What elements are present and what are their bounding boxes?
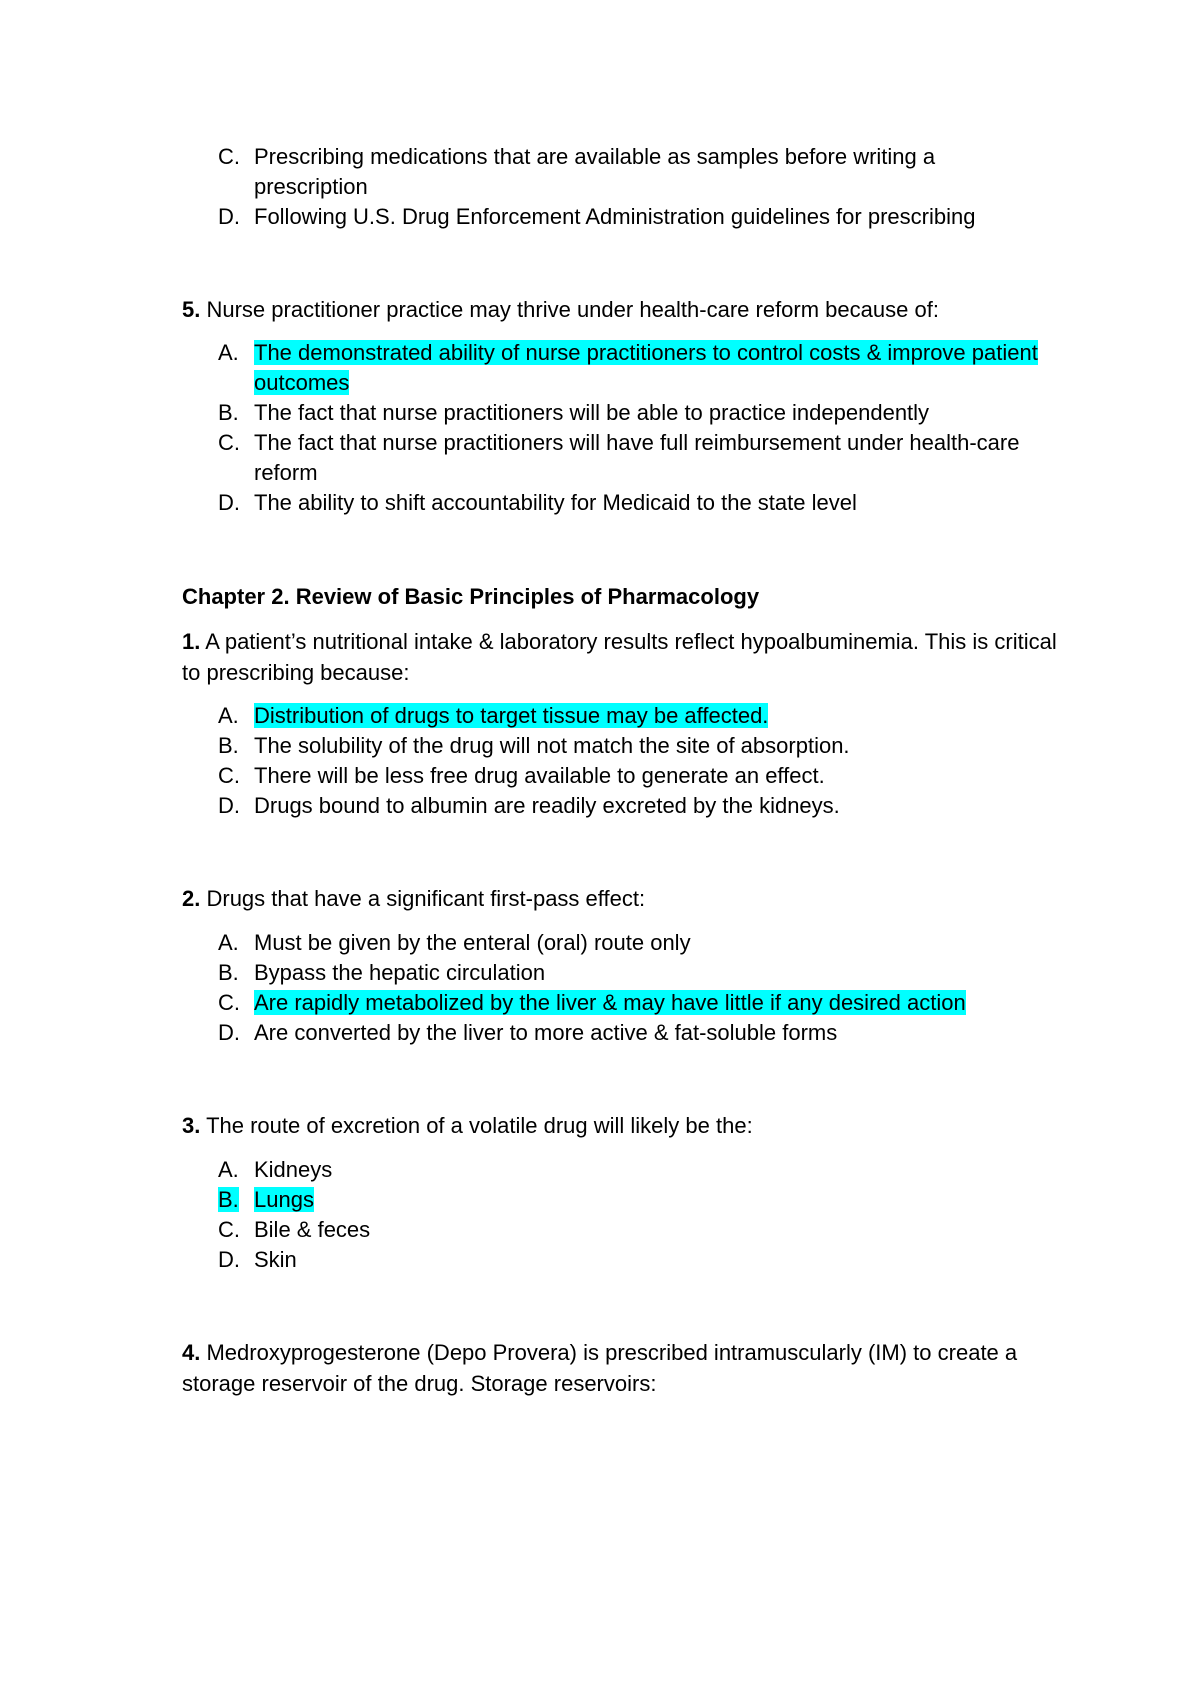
question-number: 2. <box>182 886 201 911</box>
option-text: The solubility of the drug will not match the site of absorption. <box>254 733 850 758</box>
highlighted-answer: Lungs <box>254 1187 314 1212</box>
option-letter: C. <box>218 144 240 169</box>
option-letter: C. <box>218 990 240 1015</box>
q5-option-c <box>218 428 1048 488</box>
question-text: Nurse practitioner practice may thrive under health-care reform because of: <box>206 297 939 322</box>
q1-option-d <box>218 791 1048 821</box>
question-1 <box>182 626 1062 688</box>
question-2 <box>182 883 1062 914</box>
highlighted-answer: Are rapidly metabolized by the liver & may have little if any desired action <box>254 990 966 1015</box>
q5-option-a <box>218 338 1048 398</box>
question-text: Medroxyprogesterone (Depo Provera) is prescribed intramuscularly (IM) to create a storage reservoir of the drug. Storage reservoirs: <box>182 1340 1018 1396</box>
option-text: Prescribing medications that are available as samples before writing a prescription <box>254 144 936 199</box>
q2-option-c <box>218 988 1048 1018</box>
option-text: Bypass the hepatic circulation <box>254 960 546 985</box>
question-3 <box>182 1110 1062 1141</box>
q2-option-d <box>218 1018 1048 1048</box>
option-text: Drugs bound to albumin are readily excreted by the kidneys. <box>254 793 840 818</box>
option-text: Must be given by the enteral (oral) route only <box>254 930 691 955</box>
highlighted-answer: Distribution of drugs to target tissue may be affected. <box>254 703 769 728</box>
option-letter: D. <box>218 204 240 229</box>
option-text: Following U.S. Drug Enforcement Administration guidelines for prescribing <box>254 204 976 229</box>
option-letter: D. <box>218 1020 240 1045</box>
option-letter: D. <box>218 490 240 515</box>
option-text: Skin <box>254 1247 297 1272</box>
highlighted-letter: B. <box>218 1187 239 1212</box>
option-prev-d <box>218 202 1048 232</box>
option-letter: B. <box>218 400 239 425</box>
question-number: 5. <box>182 297 201 322</box>
q3-option-d <box>218 1245 1048 1275</box>
question-text: The route of excretion of a volatile drug will likely be the: <box>206 1113 753 1138</box>
q3-option-c <box>218 1215 1048 1245</box>
option-text: The ability to shift accountability for Medicaid to the state level <box>254 490 857 515</box>
chapter-heading: Chapter 2. Review of Basic Principles of Pharmacology <box>182 584 760 609</box>
option-text: Kidneys <box>254 1157 333 1182</box>
q1-option-c <box>218 761 1048 791</box>
option-letter: D. <box>218 1247 240 1272</box>
option-letter: A. <box>218 930 239 955</box>
option-letter: A. <box>218 703 239 728</box>
option-letter: B. <box>218 960 239 985</box>
option-text: There will be less free drug available to generate an effect. <box>254 763 825 788</box>
option-letter: A. <box>218 1157 239 1182</box>
q5-option-b <box>218 398 1048 428</box>
option-letter: A. <box>218 340 239 365</box>
question-text: Drugs that have a significant first-pass effect: <box>206 886 646 911</box>
question-number: 1. <box>182 629 201 654</box>
option-letter: C. <box>218 763 240 788</box>
option-prev-c <box>218 142 1048 202</box>
question-number: 3. <box>182 1113 201 1138</box>
q5-option-d <box>218 488 1048 518</box>
option-text: The fact that nurse practitioners will be able to practice independently <box>254 400 930 425</box>
q1-option-a <box>218 701 1048 731</box>
q2-option-b <box>218 958 1048 988</box>
option-text: Are converted by the liver to more active & fat-soluble forms <box>254 1020 838 1045</box>
question-4 <box>182 1337 1062 1399</box>
question-text: A patient’s nutritional intake & laboratory results reflect hypoalbuminemia. This is critical to prescribing because: <box>182 629 1057 685</box>
q1-option-b <box>218 731 1048 761</box>
option-letter: B. <box>218 733 239 758</box>
q3-option-a <box>218 1155 1048 1185</box>
question-5 <box>182 294 1062 325</box>
option-letter: D. <box>218 793 240 818</box>
option-text: Bile & feces <box>254 1217 371 1242</box>
q3-option-b <box>218 1185 1048 1215</box>
option-letter: C. <box>218 1217 240 1242</box>
q2-option-a <box>218 928 1048 958</box>
option-text: The fact that nurse practitioners will have full reimbursement under health-care reform <box>254 430 1020 485</box>
question-number: 4. <box>182 1340 201 1365</box>
option-letter: C. <box>218 430 240 455</box>
highlighted-answer: The demonstrated ability of nurse practitioners to control costs & improve patient outcomes <box>254 340 1038 395</box>
